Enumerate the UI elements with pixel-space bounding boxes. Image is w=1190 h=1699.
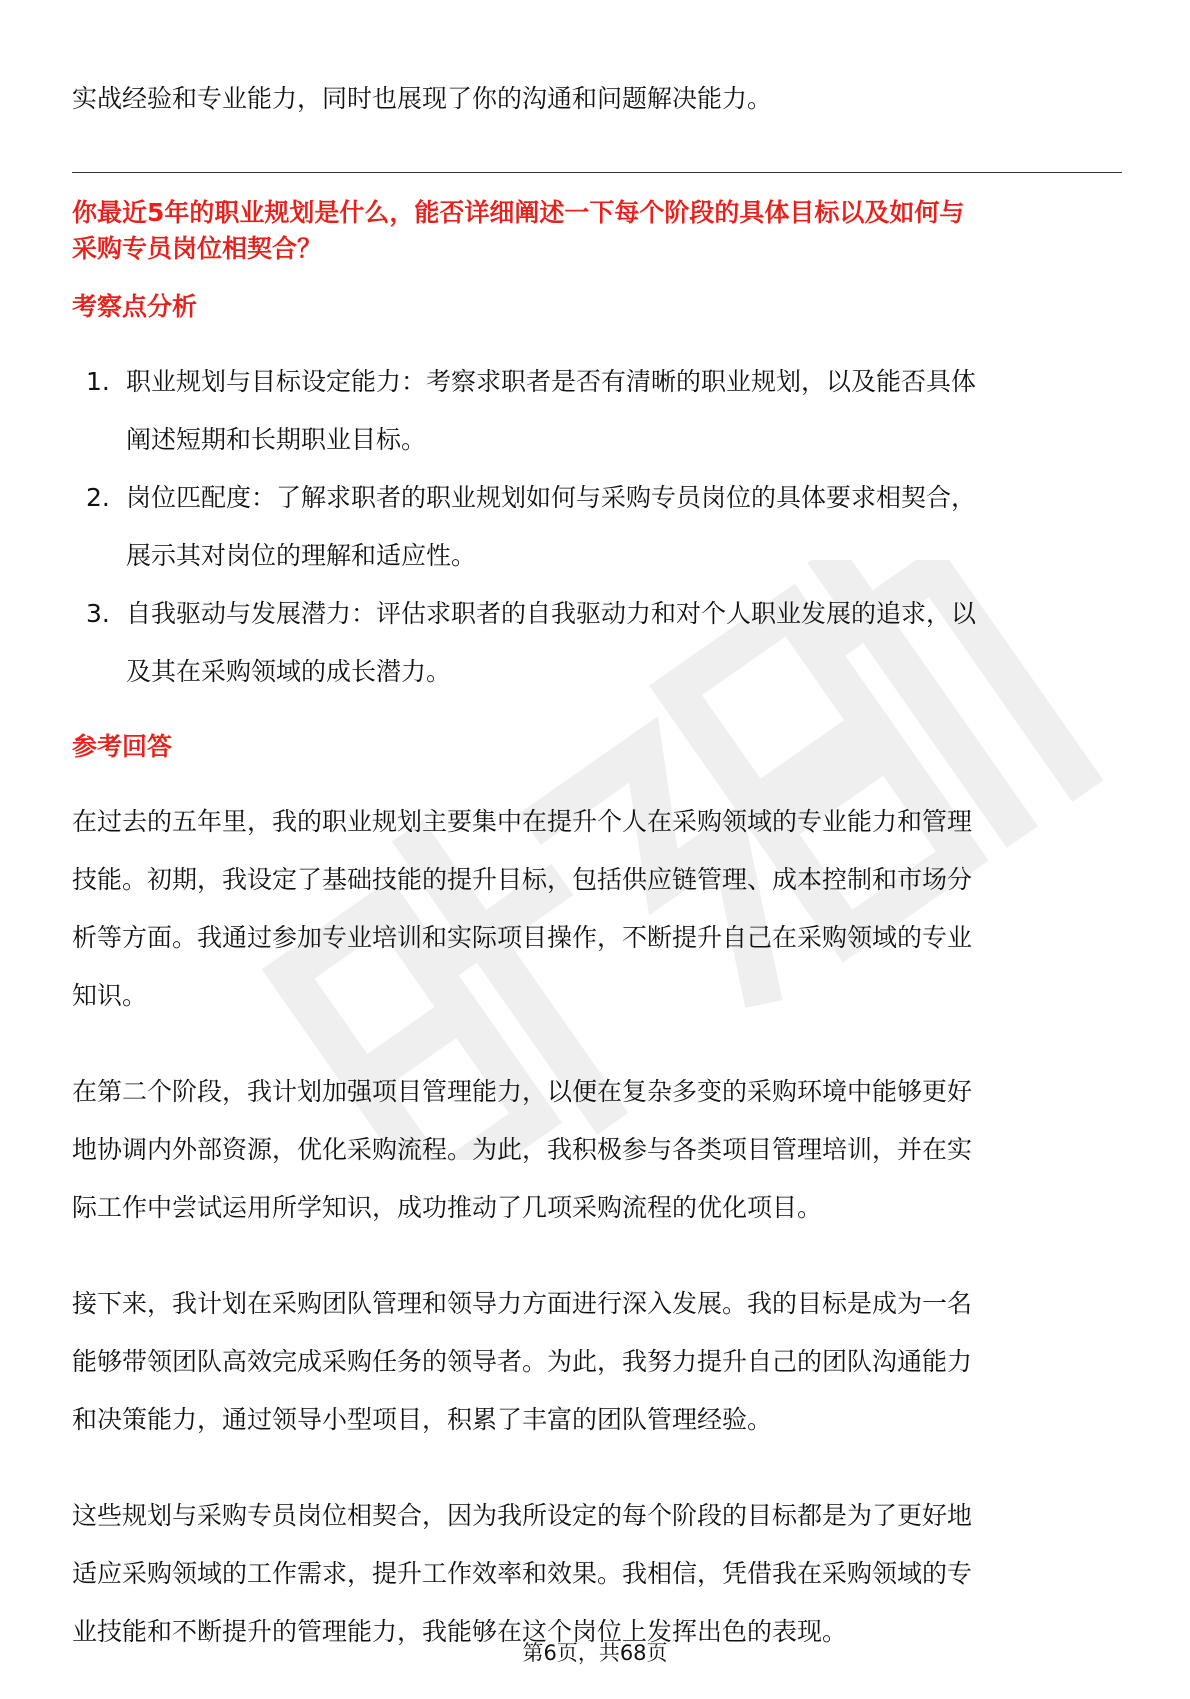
list-item-line: 及其在采购领域的成长潜力。 [126,657,452,686]
list-item-line: 岗位匹配度：了解求职者的职业规划如何与采购专员岗位的具体要求相契合， [126,483,977,512]
paragraph-line: 析等方面。我通过参加专业培训和实际项目操作，不断提升自己在采购领域的专业 [72,923,973,952]
paragraph-line: 接下来，我计划在采购团队管理和领导力方面进行深入发展。我的目标是成为一名 [72,1289,973,1318]
paragraph-line: 知识。 [72,981,148,1010]
question-line-2: 采购专员岗位相契合？ [72,234,323,263]
answer-paragraph-2 [72,1063,1122,1237]
paragraph-line: 能够带领团队高效完成采购任务的领导者。为此，我努力提升自己的团队沟通能力 [72,1347,973,1376]
paragraph-line: 业技能和不断提升的管理能力，我能够在这个岗位上发挥出色的表现。 [72,1617,848,1646]
answer-title: 参考回答 [72,732,173,761]
answer-paragraph-1 [72,793,1122,1025]
list-item-line: 职业规划与目标设定能力：考察求职者是否有清晰的职业规划，以及能否具体 [126,367,977,396]
paragraph-line: 和决策能力，通过领导小型项目，积累了丰富的团队管理经验。 [72,1405,773,1434]
paragraph-line: 适应采购领域的工作需求，提升工作效率和效果。我相信，凭借我在采购领域的专 [72,1559,973,1588]
analysis-item-3 [72,585,1122,701]
paragraph-line: 在过去的五年里，我的职业规划主要集中在提升个人在采购领域的专业能力和管理 [72,807,973,836]
paragraph-line: 在第二个阶段，我计划加强项目管理能力，以便在复杂多变的采购环境中能够更好 [72,1077,973,1106]
list-number: 2. [86,483,110,512]
paragraph-line: 技能。初期，我设定了基础技能的提升目标，包括供应链管理、成本控制和市场分 [72,865,973,894]
analysis-title: 考察点分析 [72,292,198,321]
page-content [72,70,1122,1699]
list-number: 1. [86,367,110,396]
question-heading [72,195,1122,267]
list-number: 3. [86,599,110,628]
list-item-line: 自我驱动与发展潜力：评估求职者的自我驱动力和对个人职业发展的追求，以 [126,599,977,628]
paragraph-line: 这些规划与采购专员岗位相契合，因为我所设定的每个阶段的目标都是为了更好地 [72,1501,973,1530]
question-line-1: 你最近5年的职业规划是什么，能否详细阐述一下每个阶段的具体目标以及如何与 [72,198,965,227]
paragraph-line: 际工作中尝试运用所学知识，成功推动了几项采购流程的优化项目。 [72,1193,823,1222]
analysis-item-1 [72,353,1122,469]
list-item-line: 展示其对岗位的理解和适应性。 [126,541,477,570]
intro-paragraph: 实战经验和专业能力，同时也展现了你的沟通和问题解决能力。 [72,84,773,113]
list-item-line: 阐述短期和长期职业目标。 [126,425,427,454]
section-divider [72,172,1122,173]
answer-paragraph-4 [72,1487,1122,1661]
answer-paragraph-3 [72,1275,1122,1449]
paragraph-line: 地协调内外部资源，优化采购流程。为此，我积极参与各类项目管理培训，并在实 [72,1135,973,1164]
analysis-list [72,353,1122,701]
analysis-item-2 [72,469,1122,585]
page-number-footer: 第6页，共68页 [522,1641,668,1665]
